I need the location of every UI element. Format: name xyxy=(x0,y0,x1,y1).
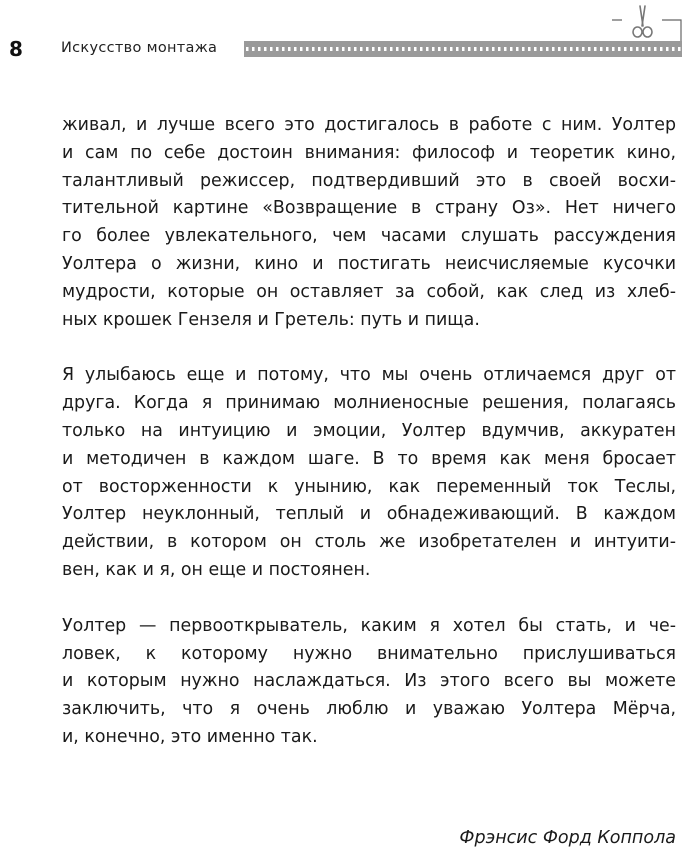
text-line: ловек, к которому нужно внимательно прислушиваться xyxy=(62,643,676,664)
text-line: талантливый режиссер, подтвердивший это в своей восхи- xyxy=(62,170,676,191)
text-line: Уолтер неуклонный, теплый и обнадеживающий. В каждом xyxy=(62,504,676,525)
page-header xyxy=(0,0,692,70)
text-line: и которым нужно наслаждаться. Из этого всего вы можете xyxy=(62,671,676,692)
body-text xyxy=(62,112,676,752)
paragraph-3 xyxy=(62,613,676,752)
paragraph-1 xyxy=(62,112,676,334)
text-line: Я улыбаюсь еще и потому, что мы очень отличаемся друг от xyxy=(62,365,676,386)
text-line: от восторженности к унынию, как переменный ток Теслы, xyxy=(62,476,676,497)
paragraph-gap xyxy=(62,334,676,362)
page-number: 8 xyxy=(9,37,23,61)
text-line: мудрости, которые он оставляет за собой, как след из хлеб- xyxy=(62,281,676,302)
scissors-icon xyxy=(622,4,662,40)
text-line: ных крошек Гензеля и Гретель: путь и пища. xyxy=(62,309,480,330)
text-line: Уолтер — первооткрыватель, каким я хотел бы стать, и че- xyxy=(62,615,676,636)
author-signature: Фрэнсис Форд Коппола xyxy=(459,828,676,848)
text-line: и сам по себе достоин внимания: философ и теоретик кино, xyxy=(62,142,676,163)
text-line: действии, в котором он столь же изобретателен и интуити- xyxy=(62,532,676,553)
paragraph-gap xyxy=(62,585,676,613)
text-line: тительной картине «Возвращение в страну Оз». Нет ничего xyxy=(62,198,676,219)
text-line: и, конечно, это именно так. xyxy=(62,726,318,747)
text-line: Уолтера о жизни, кино и постигать неисчисляемые кусочки xyxy=(62,253,676,274)
film-strip-decoration xyxy=(244,41,682,57)
text-line: только на интуицию и эмоции, Уолтер вдумчив, аккуратен xyxy=(62,420,676,441)
text-line: го более увлекательного, чем часами слушать рассуждения xyxy=(62,226,676,247)
text-line: живал, и лучше всего это достигалось в работе с ним. Уолтер xyxy=(62,115,676,135)
text-line: вен, как и я, он еще и постоянен. xyxy=(62,559,371,580)
paragraph-2 xyxy=(62,362,676,584)
text-line: друга. Когда я принимаю молниеносные решения, полагаясь xyxy=(62,393,676,414)
text-line: заключить, что я очень люблю и уважаю Уолтера Мёрча, xyxy=(62,699,676,720)
text-line: и методичен в каждом шаге. В то время как меня бросает xyxy=(62,448,676,469)
running-title: Искусство монтажа xyxy=(61,40,218,56)
